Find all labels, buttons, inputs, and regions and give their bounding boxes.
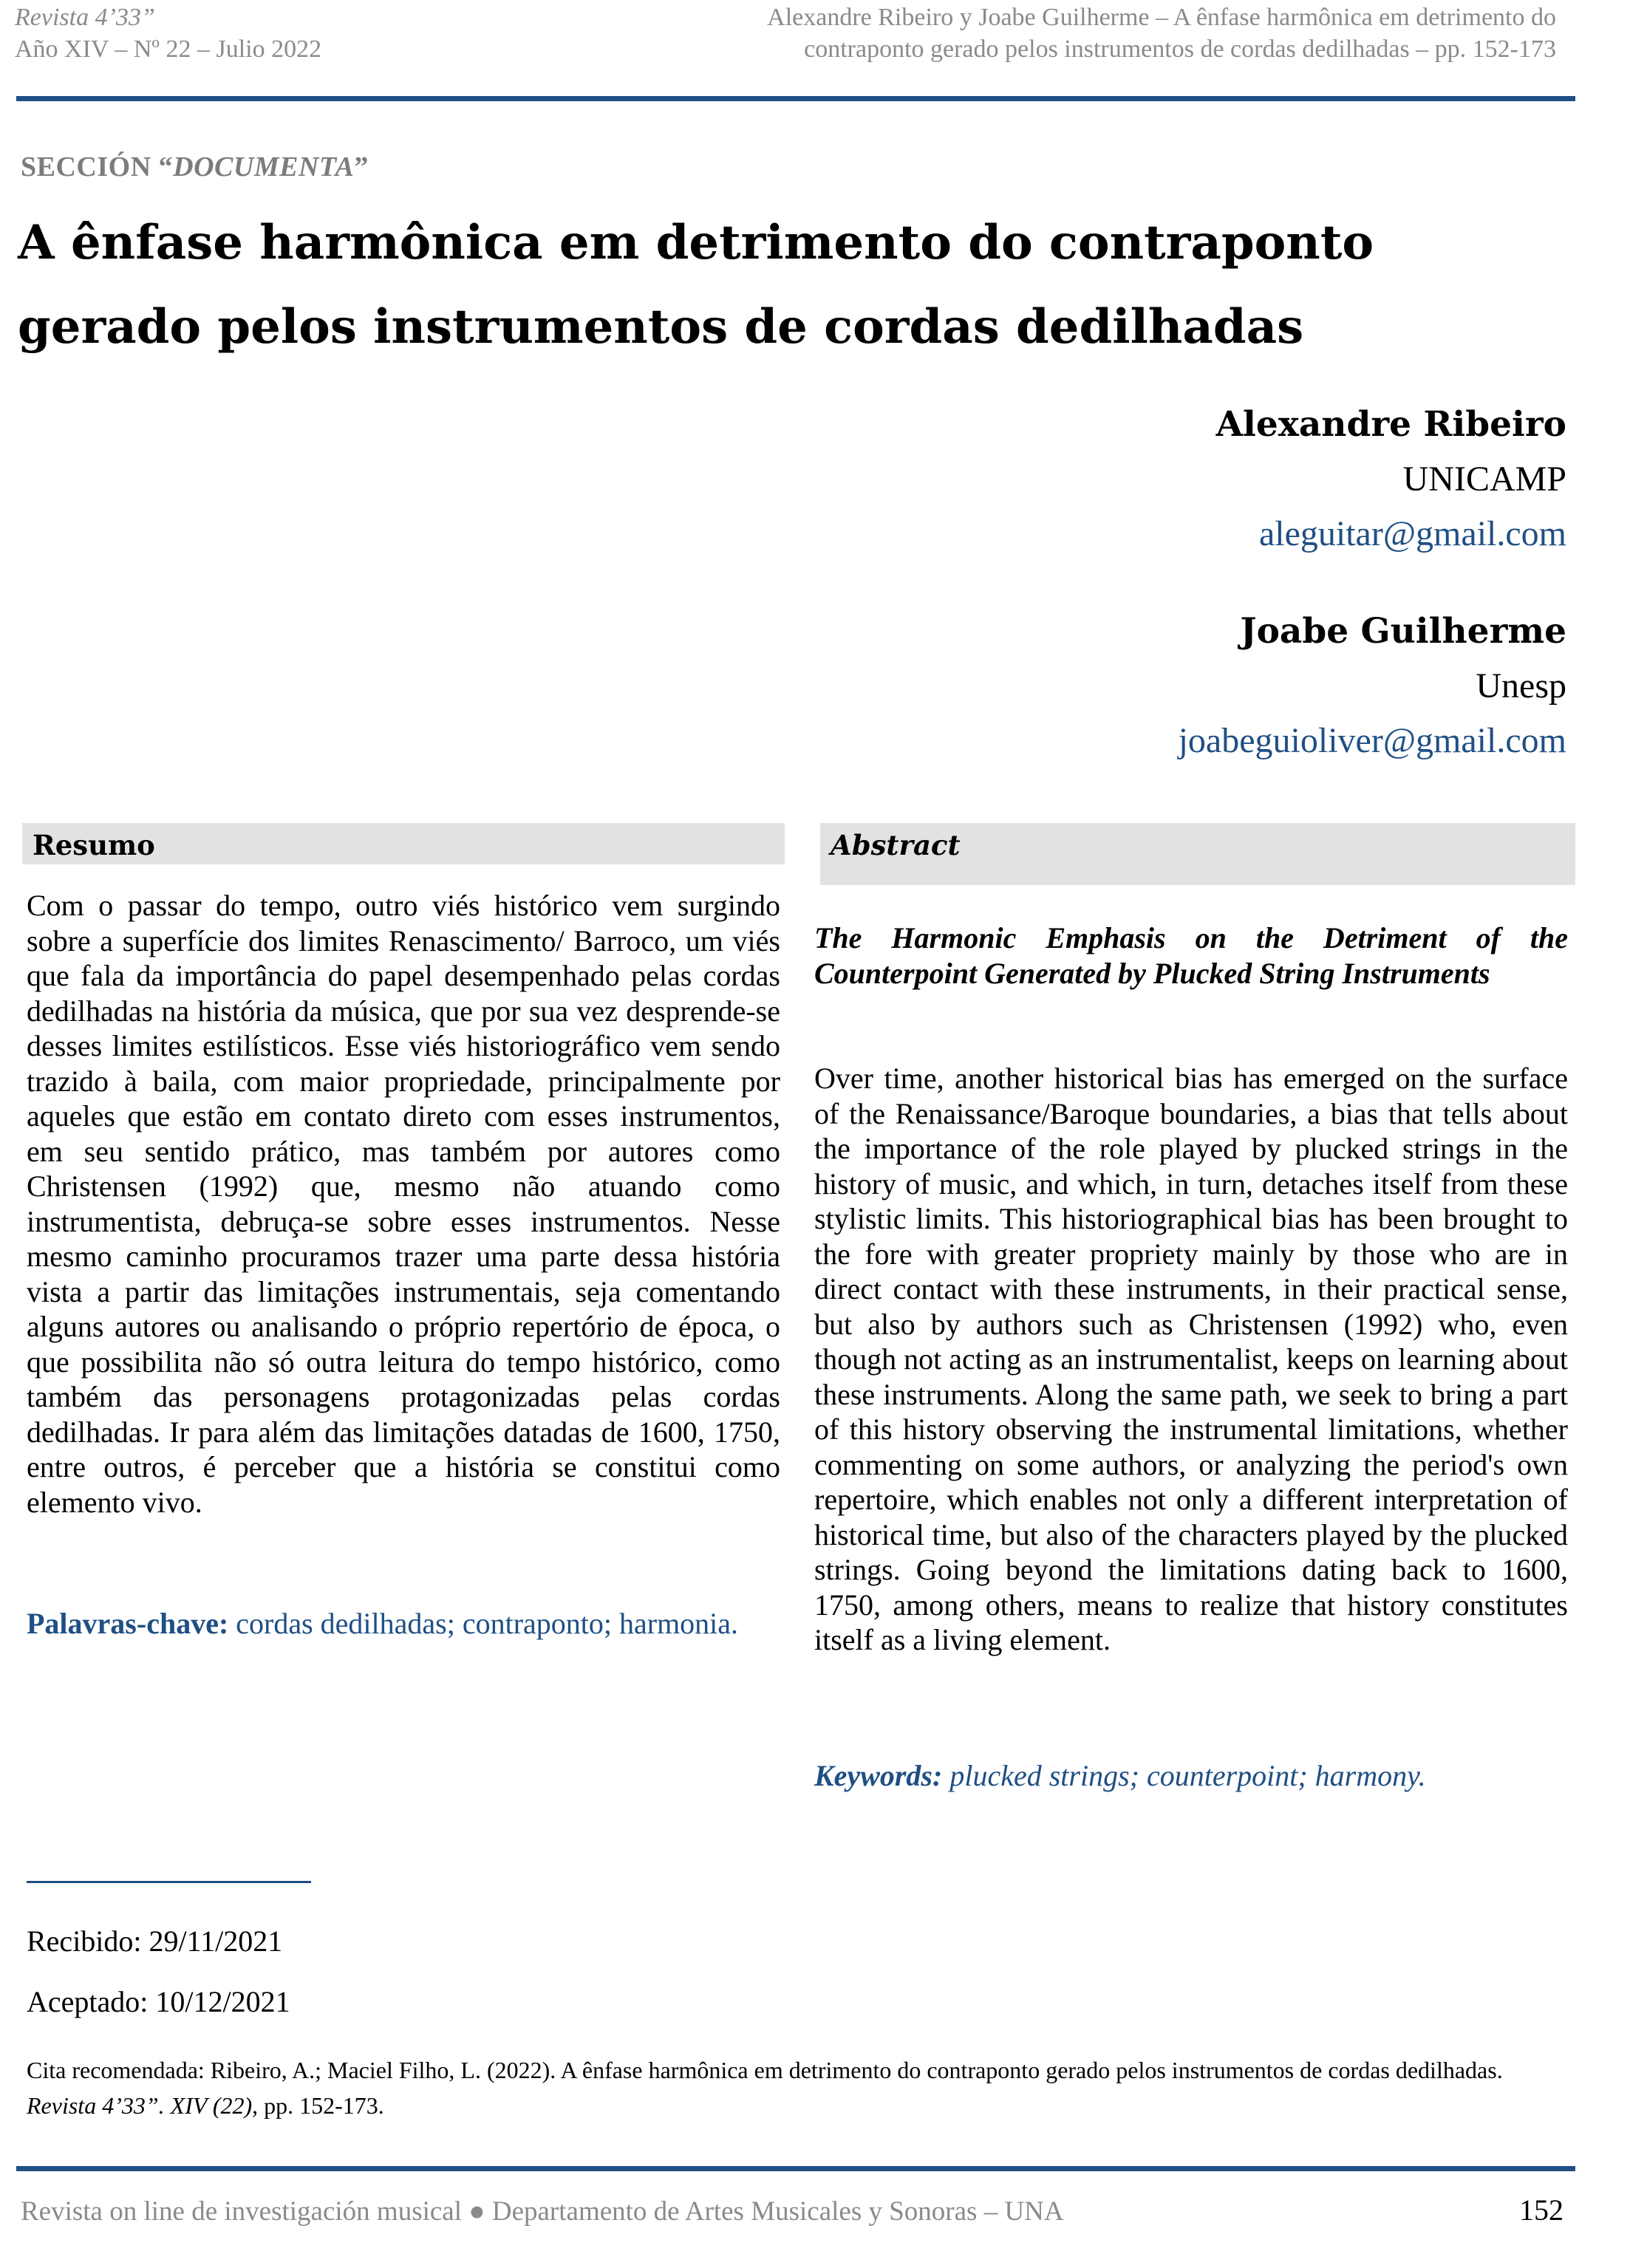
citation-journal: Revista 4’33”. XIV (22) bbox=[27, 2092, 253, 2119]
running-header-left bbox=[15, 1, 321, 65]
author-name: Alexandre Ribeiro bbox=[1215, 404, 1566, 445]
keywords-values: plucked strings; counterpoint; harmony. bbox=[949, 1759, 1426, 1792]
section-prefix: SECCIÓN “ bbox=[21, 151, 174, 182]
running-header-right bbox=[522, 1, 1556, 65]
author-email-link[interactable]: joabeguioliver@gmail.com bbox=[1178, 721, 1566, 760]
article-title: A ênfase harmônica em detrimento do contraponto gerado pelos instrumentos de cordas dedilhadas bbox=[18, 215, 1374, 355]
journal-name: Revista 4’33” bbox=[15, 4, 155, 31]
abstract-body: Over time, another historical bias has emerged on the surface of the Renaissance/Baroque boundaries, a bias that tells about the importance of the role played by plucked strings in the history of music, and which, in turn, detaches itself from these stylistic limits. This historiographical bias has been brought to the fore with greater propriety mainly by those who are in direct contact with these instruments, in their practical sense, but also by authors such as Christensen (1992) who, even though not acting as an instrumentalist, keeps on learning about these instruments. Along the same path, we seek to bring a part of this history observing the instrumental limitations, whether commenting on some authors, or analyzing the period's own repertoire, which enables not only a different interpretation of historical time, but also of the characters played by the plucked strings. Going beyond the limitations dating back to 1600, 1750, among others, means to realize that history constitutes itself as a living element. bbox=[814, 1062, 1568, 1656]
section-suffix: ” bbox=[354, 151, 369, 182]
resumo-keywords bbox=[27, 1606, 780, 1642]
author-institution: Unesp bbox=[1476, 666, 1566, 706]
section-label bbox=[21, 151, 369, 183]
author-2 bbox=[1179, 604, 1566, 768]
author-name: Joabe Guilherme bbox=[1240, 611, 1566, 652]
footer-rule bbox=[16, 2166, 1575, 2171]
citation-pages: , pp. 152-173. bbox=[252, 2092, 384, 2119]
running-title-line2: contraponto gerado pelos instrumentos de cordas dedilhadas – pp. 152-173 bbox=[804, 35, 1556, 63]
keywords-label: Keywords: bbox=[814, 1759, 943, 1792]
page-number: 152 bbox=[1519, 2193, 1563, 2227]
author-email-link[interactable]: aleguitar@gmail.com bbox=[1258, 514, 1566, 553]
abstract-keywords bbox=[814, 1758, 1568, 1794]
recommended-citation bbox=[27, 2052, 1563, 2123]
received-date: Recibido: 29/11/2021 bbox=[27, 1924, 283, 1958]
author-institution: UNICAMP bbox=[1402, 460, 1566, 499]
footnote-separator bbox=[27, 1881, 311, 1883]
author-1 bbox=[1216, 397, 1566, 561]
abstract-heading: Abstract bbox=[831, 829, 961, 861]
citation-text: Cita recomendada: Ribeiro, A.; Maciel Filho, L. (2022). A ênfase harmônica em detrimento do contraponto gerado pelos instrumentos de cordas dedilhadas. bbox=[27, 2057, 1503, 2083]
resumo-heading: Resumo bbox=[33, 829, 155, 861]
abstract-heading-box bbox=[820, 823, 1575, 885]
abstract-title: The Harmonic Emphasis on the Detriment of the Counterpoint Generated by Plucked String Instruments bbox=[814, 921, 1568, 990]
section-name: DOCUMENTA bbox=[173, 151, 355, 182]
keywords-values: cordas dedilhadas; contraponto; harmonia. bbox=[236, 1607, 739, 1640]
footer-text: Revista on line de investigación musical ● Departamento de Artes Musicales y Sonoras – UNA bbox=[21, 2196, 1064, 2227]
running-title-line1: Alexandre Ribeiro y Joabe Guilherme – A ênfase harmônica em detrimento do bbox=[767, 4, 1556, 31]
header-rule bbox=[16, 96, 1575, 101]
resumo-body: Com o passar do tempo, outro viés histórico vem surgindo sobre a superfície dos limites Renascimento/ Barroco, um viés que fala da importância do papel desempenhado pelas cordas dedilhadas na história da música, que por sua vez desprende-se desses limites estilísticos. Esse viés historiográfico vem sendo trazido à baila, com maior propriedade, principalmente por aqueles que estão em contato direto com esses instrumentos, em seu sentido prático, mas também por autores como Christensen (1992) que, mesmo não atuando como instrumentista, debruça-se sobre esses instrumentos. Nesse mesmo caminho procuramos trazer uma parte dessa história vista a partir das limitações instrumentais, seja comentando alguns autores ou analisando o próprio repertório de época, o que possibilita não só outra leitura do tempo histórico, como também das personagens protagonizadas pelas cordas dedilhadas. Ir para além das limitações datadas de 1600, 1750, entre outros, é perceber que a história se constitui como elemento vivo. bbox=[27, 889, 780, 1519]
issue-info: Año XIV – Nº 22 – Julio 2022 bbox=[15, 35, 322, 63]
accepted-date: Aceptado: 10/12/2021 bbox=[27, 1985, 290, 2018]
keywords-label: Palavras-chave: bbox=[27, 1607, 229, 1640]
resumo-heading-box bbox=[22, 823, 785, 864]
